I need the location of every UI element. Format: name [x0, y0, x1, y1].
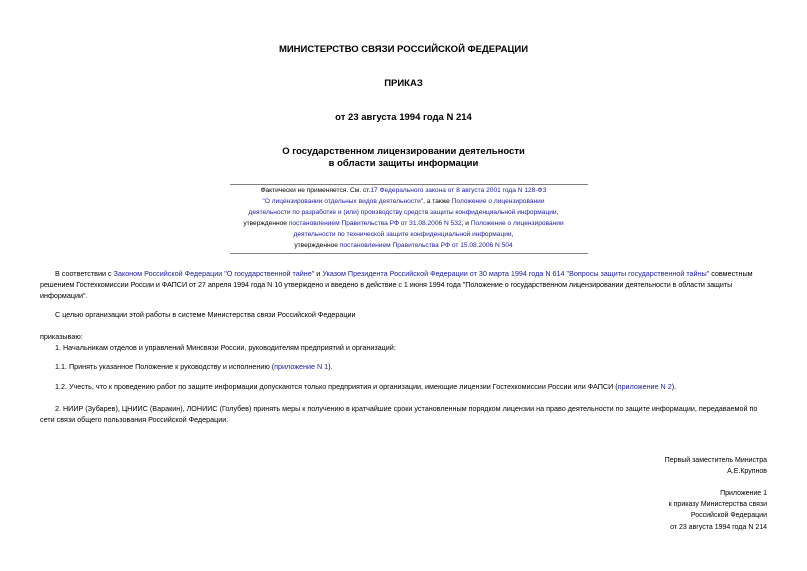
- note-link-licensing-regulation-2-cont[interactable]: деятельности по технической защите конфиденциальной информации: [293, 231, 512, 238]
- note-text: , а также: [423, 198, 452, 205]
- paragraph-preamble-line-2: решением Гостехкомиссии России и ФАПСИ от 27 апреля 1994 года N 10 утверждено и введено в действие с 1 июня 1994 года "Положение о государственном лицензировании деятельности в области защиты: [40, 280, 733, 289]
- note-line-4: [0, 218, 807, 229]
- link-state-secret-law[interactable]: Законом Российской Федерации "О государственной тайне": [113, 269, 315, 278]
- signature-name: А.Е.Крупнов: [727, 468, 767, 476]
- paragraph-item-2-line-2: сети связи общего пользования Российской Федерации.: [40, 415, 229, 424]
- note-link-resolution-504[interactable]: постановлением Правительства РФ от 15.08.2006 N 504: [339, 242, 513, 249]
- note-link-licensing-regulation-2[interactable]: Положение о лицензировании: [470, 220, 564, 227]
- note-link-licensing-regulation-1-cont[interactable]: деятельности по разработке и (или) производству средств защиты конфиденциальной информации: [248, 209, 557, 216]
- paragraph-text: ).: [328, 362, 333, 371]
- note-text: ,: [511, 231, 514, 238]
- paragraph-item-1: 1. Начальникам отделов и управлений Минсвязи России, руководителям предприятий и организаций:: [55, 343, 396, 352]
- paragraph-item-2-line-1: 2. НИИР (Зубарев), ЦНИИС (Варакин), ЛОНИИС (Голубев) принять меры к получению в кратчайшие сроки установленным порядком лицензии на право деятельности по защите информации, передаваемой по: [55, 404, 758, 413]
- note-link-licensing-law-title[interactable]: "О лицензировании отдельных видов деятельности": [262, 198, 424, 205]
- appendix-line-1: Приложение 1: [720, 490, 767, 497]
- note-block: [0, 185, 807, 251]
- document-title-line-2: в области защиты информации: [328, 158, 479, 169]
- ministry-heading: МИНИСТЕРСТВО СВЯЗИ РОССИЙСКОЙ ФЕДЕРАЦИИ: [278, 44, 529, 55]
- document-title-line-1: О государственном лицензировании деятельности: [282, 146, 525, 157]
- paragraph-text: 1.1. Принять указанное Положение к руководству и исполнению (: [55, 362, 275, 371]
- note-text: утвержденное: [243, 220, 289, 227]
- appendix-line-4: от 23 августа 1994 года N 214: [670, 523, 767, 531]
- paragraph-preamble-line-3: информации".: [40, 291, 88, 300]
- note-line-2: [0, 196, 807, 207]
- paragraph-text: В соответствии с: [55, 269, 114, 278]
- paragraph-item-1-1: [55, 361, 333, 372]
- note-line-1: [0, 185, 807, 196]
- note-text: утвержденное: [294, 242, 340, 249]
- appendix-line-3: Российской Федерации: [690, 512, 767, 520]
- note-link-licensing-regulation-1[interactable]: Положение о лицензировании: [451, 198, 545, 205]
- link-appendix-2[interactable]: приложение N 2: [617, 382, 672, 391]
- paragraph-text: и: [314, 269, 323, 278]
- signature-block: [665, 455, 767, 477]
- note-line-6: [0, 240, 807, 251]
- paragraph-item-1-2: [55, 381, 676, 392]
- link-appendix-1[interactable]: приложение N 1: [274, 362, 329, 371]
- appendix-reference: [669, 488, 767, 533]
- note-text: Фактически не применяется. См. ст.: [260, 187, 371, 194]
- signature-position: Первый заместитель Министра: [664, 457, 767, 464]
- note-text: ,: [556, 209, 559, 216]
- document-type: ПРИКАЗ: [384, 78, 423, 89]
- paragraph-text: совместным: [709, 269, 753, 278]
- link-presidential-decree-614[interactable]: Указом Президента Российской Федерации от 30 марта 1994 года N 614 "Вопросы защиты государственной тайны": [322, 269, 710, 278]
- paragraph-purpose: С целью организации этой работы в системе Министерства связи Российской Федерации: [55, 310, 356, 319]
- paragraph-text: 1.2. Учесть, что к проведению работ по защите информации допускаются только предприятия и организации, имеющие лицензии Гостехкомиссии России или ФАПСИ (: [55, 382, 618, 391]
- note-line-3: [0, 207, 807, 218]
- note-bottom-rule: [230, 253, 588, 254]
- paragraph-text: ).: [671, 382, 677, 391]
- note-link-law-128[interactable]: 17 Федерального закона от 8 августа 2001 года N 128-ФЗ: [370, 187, 547, 194]
- paragraph-order-word: приказываю:: [40, 332, 83, 341]
- note-line-5: [0, 229, 807, 240]
- appendix-line-2: к приказу Министерства связи: [668, 501, 767, 509]
- note-link-resolution-532[interactable]: постановлением Правительства РФ от 31.08.2006 N 532: [288, 220, 462, 227]
- note-text: , и: [461, 220, 471, 227]
- paragraph-preamble-line-1: [55, 268, 771, 279]
- document-date-number: от 23 августа 1994 года N 214: [335, 112, 472, 123]
